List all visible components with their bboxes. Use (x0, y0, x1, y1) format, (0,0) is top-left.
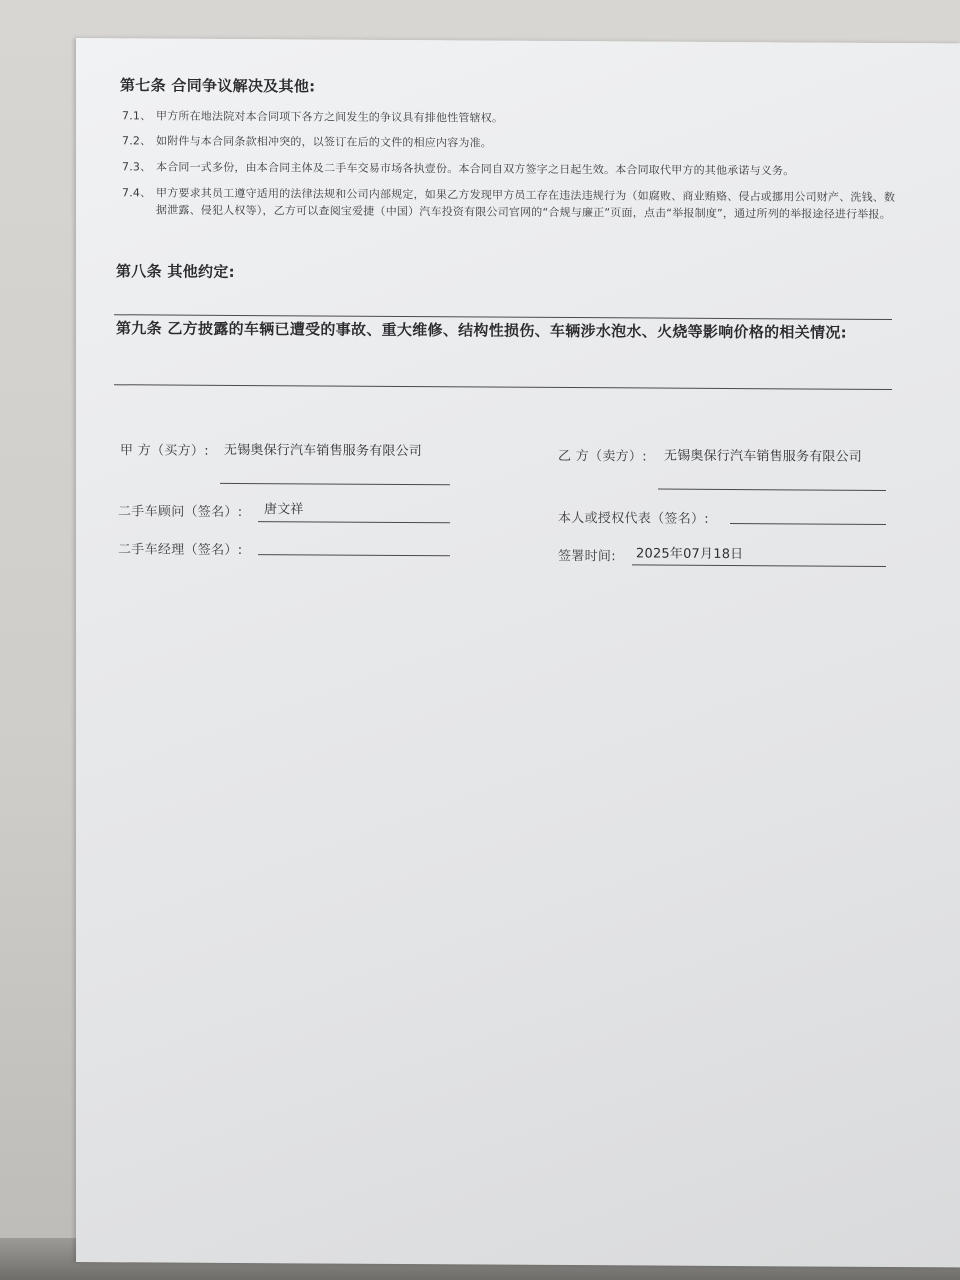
clause-text: 如附件与本合同条款相冲突的，以签订在后的文件的相应内容为准。 (156, 134, 492, 150)
article9-blank-line (114, 384, 892, 390)
representative-signature-line (730, 523, 886, 525)
clause-number: 7.3、 (122, 160, 152, 174)
party-a-signature-line (220, 483, 450, 485)
date-label: 签署时间: (558, 548, 616, 565)
article9-heading: 第九条 乙方披露的车辆已遭受的事故、重大维修、结构性损伤、车辆涉水泡水、火烧等影响价格的相关情况: (116, 319, 847, 342)
clause-text: 本合同一式多份，由本合同主体及二手车交易市场各执壹份。本合同自双方签字之日起生效。本合同取代甲方的其他承诺与义务。 (156, 160, 795, 178)
clause-number: 7.1、 (122, 109, 152, 123)
date-value: 2025年07月18日 (636, 546, 744, 563)
contract-page (76, 38, 960, 1267)
clause-number: 7.4、 (122, 186, 152, 200)
advisor-label: 二手车顾问（签名）: (118, 504, 243, 521)
clause-number: 7.2、 (122, 134, 152, 148)
representative-label: 本人或授权代表（签名）: (558, 510, 709, 527)
party-b-label: 乙 方（卖方）: (558, 448, 647, 465)
clause-7-3 (122, 158, 912, 180)
party-a-label: 甲 方（买方）: (120, 443, 209, 459)
article7-heading: 第七条 合同争议解决及其他: (120, 76, 316, 96)
party-b-signature-line (658, 489, 886, 491)
article8-heading: 第八条 其他约定: (116, 262, 235, 281)
clause-7-1 (122, 107, 892, 129)
clause-text: 甲方要求其员工遵守适用的法律法规和公司内部规定，如果乙方发现甲方员工存在违法违规行为（如腐败、商业贿赂、侵占或挪用公司财产、洗钱、数据泄露、侵犯人权等），乙方可以查阅宝爱捷（中国）汽车投资有限公司官网的“合规与廉正”页面，点击“举报制度”，通过所列的举报途径进行举报。 (156, 186, 896, 221)
clause-7-2 (122, 132, 892, 154)
party-a-value: 无锡奥保行汽车销售服务有限公司 (224, 442, 423, 460)
clause-text: 甲方所在地法院对本合同项下各方之间发生的争议具有排他性管辖权。 (156, 109, 504, 125)
advisor-value: 唐文祥 (264, 502, 304, 518)
date-line (632, 564, 886, 567)
advisor-signature-line (258, 521, 450, 523)
manager-signature-line (258, 554, 450, 556)
party-b-value: 无锡奥保行汽车销售服务有限公司 (664, 448, 863, 465)
clause-7-4 (122, 184, 904, 223)
manager-label: 二手车经理（签名）: (118, 542, 243, 559)
